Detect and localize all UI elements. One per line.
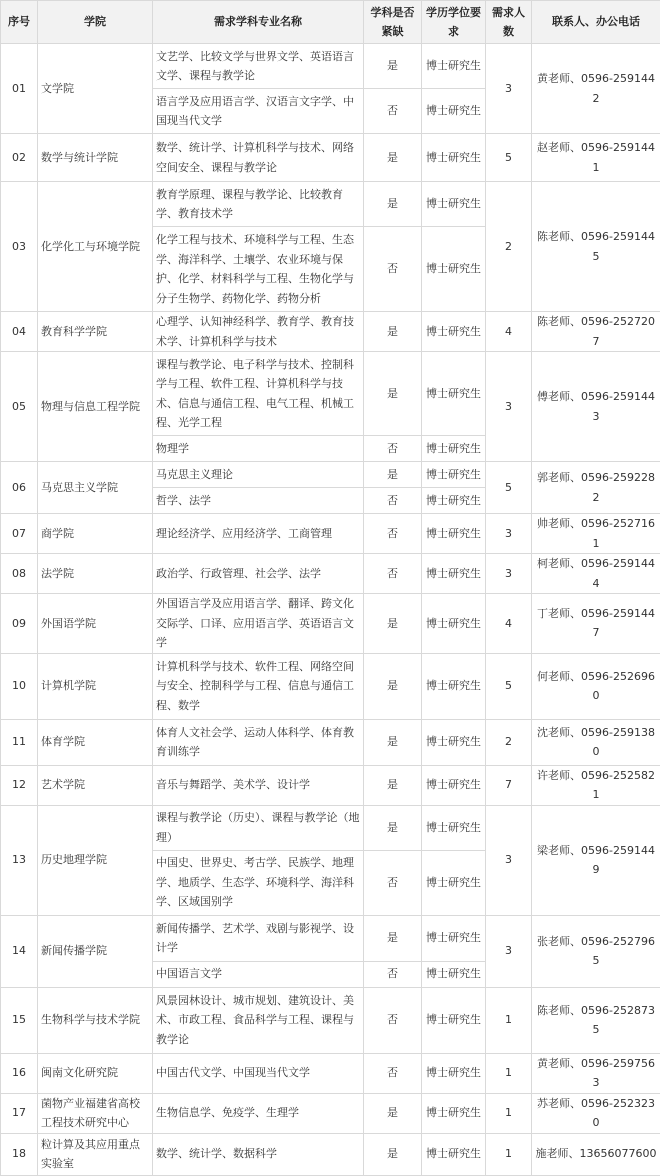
contact-info: 陈老师、0596-2528735	[532, 987, 660, 1053]
major-names: 心理学、认知神经科学、教育学、教育技术学、计算机科学与技术	[153, 312, 364, 352]
college-name: 文学院	[38, 44, 153, 134]
row-number: 17	[1, 1093, 38, 1133]
urgent-flag: 否	[364, 850, 422, 915]
row-number: 01	[1, 44, 38, 134]
urgent-flag: 否	[364, 1053, 422, 1093]
contact-info: 傅老师、0596-2591443	[532, 352, 660, 462]
required-count: 5	[486, 134, 532, 182]
table-row	[1, 653, 660, 719]
major-names: 外国语言学及应用语言学、翻译、跨文化交际学、口译、应用语言学、英语语言文学	[153, 594, 364, 654]
table-row	[1, 915, 660, 961]
degree-requirement: 博士研究生	[422, 514, 486, 554]
table-row	[1, 44, 660, 89]
degree-requirement: 博士研究生	[422, 765, 486, 805]
contact-info: 张老师、0596-2527965	[532, 915, 660, 987]
urgent-flag: 否	[364, 987, 422, 1053]
required-count: 1	[486, 1093, 532, 1133]
required-count: 4	[486, 312, 532, 352]
major-names: 中国语言文学	[153, 961, 364, 987]
required-count: 3	[486, 352, 532, 462]
urgent-flag: 是	[364, 653, 422, 719]
required-count: 3	[486, 44, 532, 134]
required-count: 7	[486, 765, 532, 805]
degree-requirement: 博士研究生	[422, 653, 486, 719]
major-names: 教育学原理、课程与教学论、比较教育学、教育技术学	[153, 182, 364, 227]
contact-info: 黄老师、0596-2597563	[532, 1053, 660, 1093]
urgent-flag: 是	[364, 462, 422, 488]
college-name: 计算机学院	[38, 653, 153, 719]
row-number: 18	[1, 1133, 38, 1175]
table-row	[1, 134, 660, 182]
major-names: 新闻传播学、艺术学、戏剧与影视学、设计学	[153, 915, 364, 961]
table-row	[1, 1133, 660, 1175]
urgent-flag: 否	[364, 227, 422, 312]
contact-info: 郭老师、0596-2592282	[532, 462, 660, 514]
urgent-flag: 否	[364, 961, 422, 987]
row-number: 14	[1, 915, 38, 987]
contact-info: 赵老师、0596-2591441	[532, 134, 660, 182]
degree-requirement: 博士研究生	[422, 352, 486, 436]
major-names: 数学、统计学、数据科学	[153, 1133, 364, 1175]
required-count: 3	[486, 514, 532, 554]
header-majors: 需求学科专业名称	[153, 1, 364, 44]
contact-info: 黄老师、0596-2591442	[532, 44, 660, 134]
required-count: 1	[486, 1053, 532, 1093]
contact-info: 许老师、0596-2525821	[532, 765, 660, 805]
row-number: 07	[1, 514, 38, 554]
degree-requirement: 博士研究生	[422, 1133, 486, 1175]
required-count: 3	[486, 554, 532, 594]
college-name: 历史地理学院	[38, 805, 153, 915]
header-no: 序号	[1, 1, 38, 44]
contact-info: 施老师、13656077600	[532, 1133, 660, 1175]
row-number: 03	[1, 182, 38, 312]
major-names: 文艺学、比较文学与世界文学、英语语言文学、课程与教学论	[153, 44, 364, 89]
required-count: 1	[486, 1133, 532, 1175]
college-name: 商学院	[38, 514, 153, 554]
urgent-flag: 否	[364, 89, 422, 134]
major-names: 数学、统计学、计算机科学与技术、网络空间安全、课程与教学论	[153, 134, 364, 182]
major-names: 体育人文社会学、运动人体科学、体育教育训练学	[153, 719, 364, 765]
row-number: 15	[1, 987, 38, 1053]
table-row	[1, 765, 660, 805]
urgent-flag: 否	[364, 514, 422, 554]
table-row	[1, 594, 660, 654]
degree-requirement: 博士研究生	[422, 312, 486, 352]
row-number: 04	[1, 312, 38, 352]
major-names: 哲学、法学	[153, 488, 364, 514]
urgent-flag: 否	[364, 488, 422, 514]
degree-requirement: 博士研究生	[422, 850, 486, 915]
table-row	[1, 987, 660, 1053]
header-row	[1, 1, 660, 44]
degree-requirement: 博士研究生	[422, 134, 486, 182]
degree-requirement: 博士研究生	[422, 961, 486, 987]
table-row	[1, 312, 660, 352]
table-row	[1, 554, 660, 594]
table-body	[1, 44, 660, 1176]
major-names: 语言学及应用语言学、汉语言文字学、中国现当代文学	[153, 89, 364, 134]
contact-info: 帅老师、0596-2527161	[532, 514, 660, 554]
row-number: 13	[1, 805, 38, 915]
major-names: 风景园林设计、城市规划、建筑设计、美术、市政工程、食品科学与工程、课程与教学论	[153, 987, 364, 1053]
college-name: 教育科学学院	[38, 312, 153, 352]
contact-info: 沈老师、0596-2591380	[532, 719, 660, 765]
row-number: 08	[1, 554, 38, 594]
college-name: 生物科学与技术学院	[38, 987, 153, 1053]
college-name: 外国语学院	[38, 594, 153, 654]
header-college: 学院	[38, 1, 153, 44]
degree-requirement: 博士研究生	[422, 1093, 486, 1133]
row-number: 10	[1, 653, 38, 719]
degree-requirement: 博士研究生	[422, 987, 486, 1053]
college-name: 新闻传播学院	[38, 915, 153, 987]
college-name: 粒计算及其应用重点实验室	[38, 1133, 153, 1175]
row-number: 16	[1, 1053, 38, 1093]
table-row	[1, 182, 660, 227]
degree-requirement: 博士研究生	[422, 44, 486, 89]
urgent-flag: 是	[364, 44, 422, 89]
degree-requirement: 博士研究生	[422, 227, 486, 312]
degree-requirement: 博士研究生	[422, 1053, 486, 1093]
contact-info: 陈老师、0596-2591445	[532, 182, 660, 312]
urgent-flag: 是	[364, 1133, 422, 1175]
urgent-flag: 是	[364, 915, 422, 961]
header-contact: 联系人、办公电话	[532, 1, 660, 44]
urgent-flag: 是	[364, 1093, 422, 1133]
college-name: 马克思主义学院	[38, 462, 153, 514]
required-count: 5	[486, 462, 532, 514]
degree-requirement: 博士研究生	[422, 462, 486, 488]
table-row	[1, 352, 660, 436]
degree-requirement: 博士研究生	[422, 554, 486, 594]
required-count: 2	[486, 719, 532, 765]
degree-requirement: 博士研究生	[422, 89, 486, 134]
required-count: 1	[486, 987, 532, 1053]
urgent-flag: 是	[364, 134, 422, 182]
major-names: 课程与教学论、电子科学与技术、控制科学与工程、软件工程、计算机科学与技术、信息与通信工程、电气工程、机械工程、光学工程	[153, 352, 364, 436]
college-name: 艺术学院	[38, 765, 153, 805]
urgent-flag: 是	[364, 312, 422, 352]
major-names: 中国史、世界史、考古学、民族学、地理学、地质学、生态学、环境科学、海洋科学、区域国别学	[153, 850, 364, 915]
college-name: 法学院	[38, 554, 153, 594]
urgent-flag: 否	[364, 436, 422, 462]
college-name: 物理与信息工程学院	[38, 352, 153, 462]
header-degree: 学历学位要求	[422, 1, 486, 44]
urgent-flag: 是	[364, 594, 422, 654]
required-count: 3	[486, 915, 532, 987]
table-row	[1, 1053, 660, 1093]
row-number: 02	[1, 134, 38, 182]
required-count: 4	[486, 594, 532, 654]
required-count: 2	[486, 182, 532, 312]
major-names: 物理学	[153, 436, 364, 462]
contact-info: 陈老师、0596-2527207	[532, 312, 660, 352]
table-row	[1, 462, 660, 488]
contact-info: 梁老师、0596-2591449	[532, 805, 660, 915]
degree-requirement: 博士研究生	[422, 719, 486, 765]
degree-requirement: 博士研究生	[422, 915, 486, 961]
urgent-flag: 否	[364, 554, 422, 594]
major-names: 马克思主义理论	[153, 462, 364, 488]
college-name: 化学化工与环境学院	[38, 182, 153, 312]
required-count: 3	[486, 805, 532, 915]
degree-requirement: 博士研究生	[422, 488, 486, 514]
table-row	[1, 805, 660, 850]
table-row	[1, 719, 660, 765]
major-names: 计算机科学与技术、软件工程、网络空间与安全、控制科学与工程、信息与通信工程、数学	[153, 653, 364, 719]
major-names: 理论经济学、应用经济学、工商管理	[153, 514, 364, 554]
row-number: 06	[1, 462, 38, 514]
table-row	[1, 514, 660, 554]
row-number: 05	[1, 352, 38, 462]
degree-requirement: 博士研究生	[422, 436, 486, 462]
urgent-flag: 是	[364, 765, 422, 805]
contact-info: 何老师、0596-2526960	[532, 653, 660, 719]
college-name: 数学与统计学院	[38, 134, 153, 182]
urgent-flag: 是	[364, 719, 422, 765]
major-names: 音乐与舞蹈学、美术学、设计学	[153, 765, 364, 805]
major-names: 课程与教学论（历史）、课程与教学论（地理）	[153, 805, 364, 850]
urgent-flag: 是	[364, 805, 422, 850]
contact-info: 丁老师、0596-2591447	[532, 594, 660, 654]
required-count: 5	[486, 653, 532, 719]
table-row	[1, 1093, 660, 1133]
college-name: 体育学院	[38, 719, 153, 765]
header-urgent: 学科是否紧缺	[364, 1, 422, 44]
major-names: 中国古代文学、中国现当代文学	[153, 1053, 364, 1093]
row-number: 12	[1, 765, 38, 805]
major-names: 生物信息学、免疫学、生理学	[153, 1093, 364, 1133]
contact-info: 柯老师、0596-2591444	[532, 554, 660, 594]
major-names: 政治学、行政管理、社会学、法学	[153, 554, 364, 594]
degree-requirement: 博士研究生	[422, 805, 486, 850]
degree-requirement: 博士研究生	[422, 594, 486, 654]
major-names: 化学工程与技术、环境科学与工程、生态学、海洋科学、土壤学、农业环境与保护、化学、材料科学与工程、生物化学与分子生物学、药物化学、药物分析	[153, 227, 364, 312]
row-number: 09	[1, 594, 38, 654]
degree-requirement: 博士研究生	[422, 182, 486, 227]
urgent-flag: 是	[364, 182, 422, 227]
row-number: 11	[1, 719, 38, 765]
contact-info: 苏老师、0596-2523230	[532, 1093, 660, 1133]
urgent-flag: 是	[364, 352, 422, 436]
header-count: 需求人数	[486, 1, 532, 44]
college-name: 菌物产业福建省高校工程技术研究中心	[38, 1093, 153, 1133]
college-name: 闽南文化研究院	[38, 1053, 153, 1093]
